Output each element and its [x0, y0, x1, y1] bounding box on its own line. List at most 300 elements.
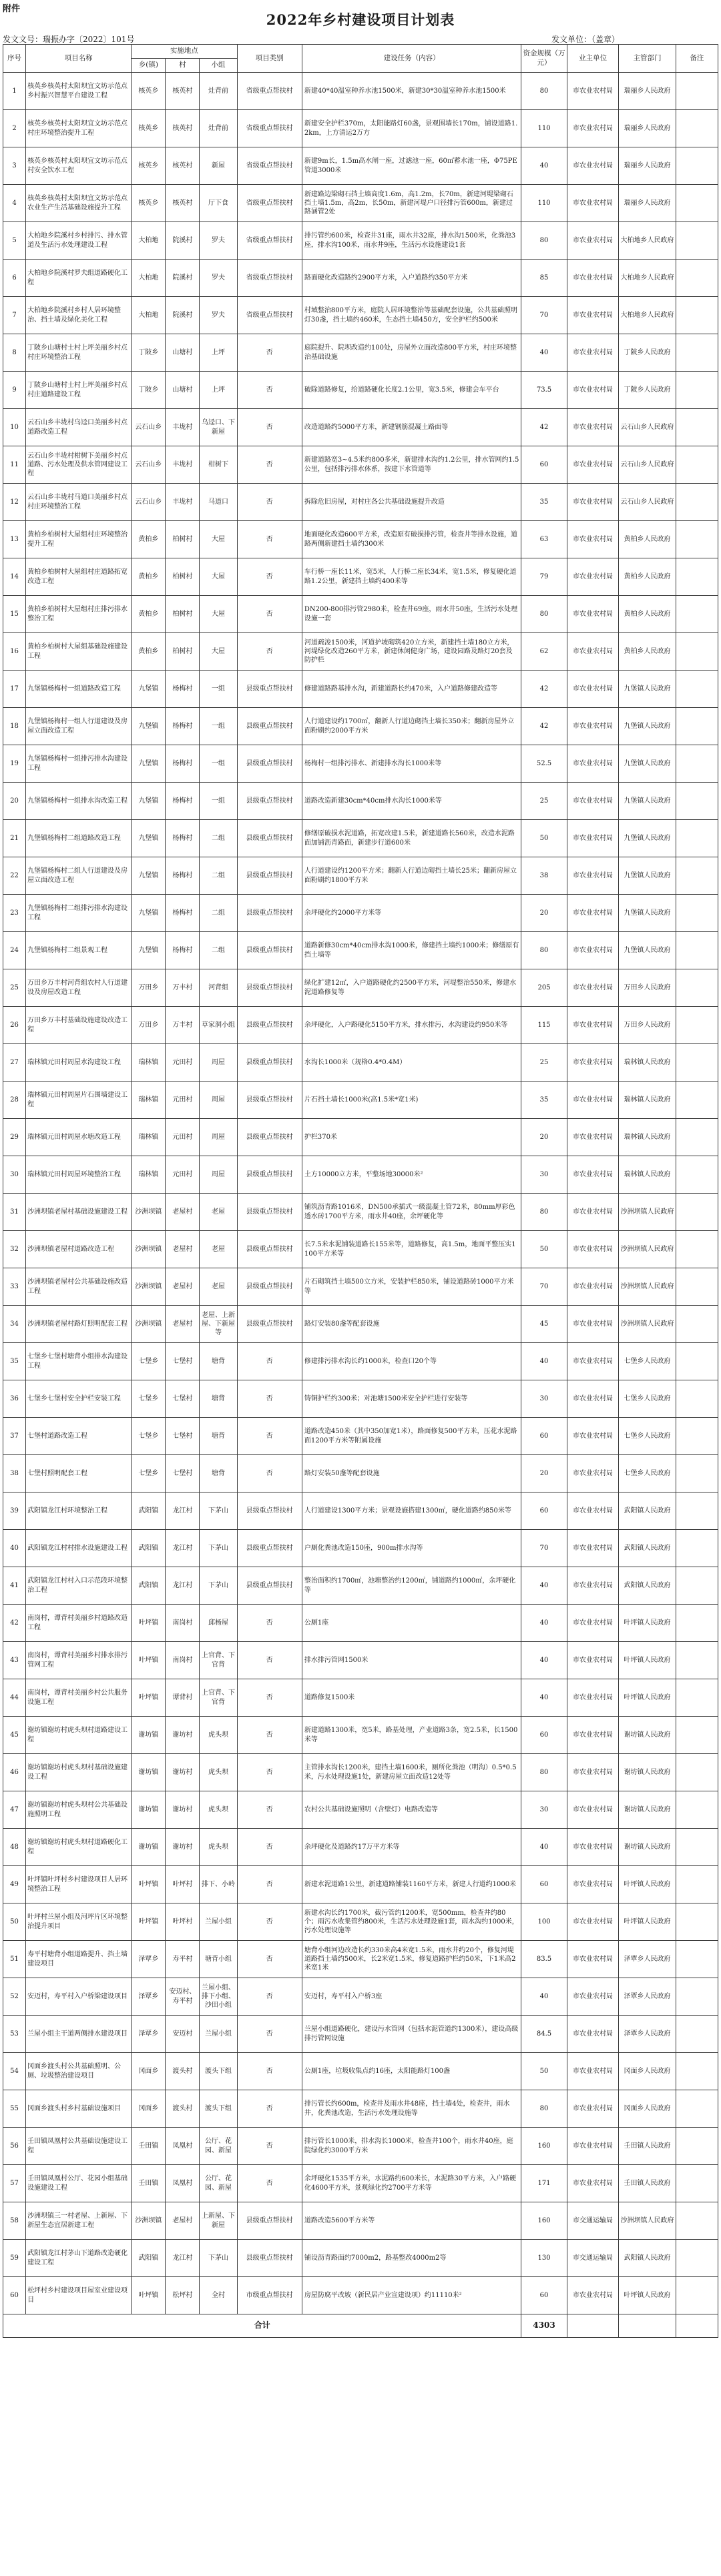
cell-village: 谢坊村 — [166, 1717, 200, 1754]
cell-project-type: 否 — [237, 1605, 302, 1642]
cell-no: 27 — [3, 1044, 26, 1082]
cell-no: 46 — [3, 1754, 26, 1791]
cell-project-name: 丁陂乡山塘村士村上坪美丽乡村点村庄环境整治工程 — [26, 334, 132, 372]
cell-project-type: 县级重点帮扶村 — [237, 932, 302, 969]
cell-department: 武阳镇人民政府 — [619, 1530, 676, 1567]
cell-owner: 市农业农村局 — [567, 2053, 619, 2090]
cell-project-name: 丁陂乡山塘村士村上坪美丽乡村点村庄道路建设工程 — [26, 372, 132, 409]
cell-project-type: 省级重点帮扶村 — [237, 297, 302, 334]
cell-remark — [676, 596, 718, 633]
cell-project-name: 武阳镇龙江村村入口示范段环境整治工程 — [26, 1567, 132, 1605]
cell-remark — [676, 2053, 718, 2090]
cell-construction-task: 新建安全护栏370m，太阳能路灯60盏，景观围墙长170m，铺设道路1.2km，上方清运2万方 — [302, 110, 521, 147]
cell-department: 九堡镇人民政府 — [619, 745, 676, 783]
cell-village: 元田村 — [166, 1119, 200, 1156]
cell-township: 谢坊镇 — [132, 1717, 166, 1754]
cell-village: 老屋村 — [166, 1194, 200, 1231]
cell-construction-task: 水沟长1000米（规格0.4*0.4M） — [302, 1044, 521, 1082]
cell-owner: 市农业农村局 — [567, 297, 619, 334]
cell-construction-task: 土方10000立方米，平整场地30000米² — [302, 1156, 521, 1194]
cell-department: 武阳镇人民政府 — [619, 2240, 676, 2277]
cell-construction-task: 新建水沟长约1700米，截污管约1200米，宽500mm，检查井约80个；雨污水收集管约800米，生活污水处理设施1套，雨水沟约1000米，污水处理设施等 — [302, 1903, 521, 1941]
cell-group: 虎头坝 — [200, 1791, 237, 1829]
cell-group: 虎头坝 — [200, 1829, 237, 1866]
cell-project-name: 七堡村照明配套工程 — [26, 1455, 132, 1492]
cell-construction-task: 道路新修30cm*40cm排水沟1000米，修建挡土墙约1000米；修缮原有挡土墙等 — [302, 932, 521, 969]
cell-project-name: 叶坪镇叶坪村乡村建设项目人居环境整治工程 — [26, 1866, 132, 1903]
cell-no: 18 — [3, 708, 26, 745]
cell-construction-task: 道路改造5600平方米等 — [302, 2202, 521, 2240]
cell-township: 黄柏乡 — [132, 596, 166, 633]
cell-no: 48 — [3, 1829, 26, 1866]
cell-construction-task: 绿化扩建12㎡，入户道路硬化约2500平方米，河堤整治550米，修建水泥道路修复等 — [302, 969, 521, 1007]
table-row — [3, 1455, 718, 1492]
table-row — [3, 558, 718, 596]
cell-no: 15 — [3, 596, 26, 633]
cell-township: 万田乡 — [132, 969, 166, 1007]
project-plan-table — [3, 44, 718, 2338]
cell-construction-task: 余坪硬化，入户路硬化5150平方米，排水排污，水沟建设约950米等 — [302, 1007, 521, 1044]
cell-fund: 115 — [521, 1007, 567, 1044]
cell-construction-task: 农村公共基础设施照明（含壁灯）电路改造等 — [302, 1791, 521, 1829]
cell-owner: 市农业农村局 — [567, 1903, 619, 1941]
cell-project-type: 县级重点帮扶村 — [237, 1306, 302, 1343]
cell-no: 34 — [3, 1306, 26, 1343]
table-row — [3, 1978, 718, 2016]
cell-village: 柏树村 — [166, 521, 200, 558]
cell-township: 大柏地 — [132, 297, 166, 334]
cell-remark — [676, 1567, 718, 1605]
table-row — [3, 1156, 718, 1194]
cell-project-name: 南岗村，谭背村美丽乡村公共服务设施工程 — [26, 1679, 132, 1717]
cell-project-name: 核英乡核英村太阳坝宜文坊示范点村安全饮水工程 — [26, 147, 132, 185]
cell-project-type: 否 — [237, 2053, 302, 2090]
cell-department: 谢坊镇人民政府 — [619, 1754, 676, 1791]
cell-department: 泽覃乡人民政府 — [619, 1941, 676, 1978]
cell-remark — [676, 2016, 718, 2053]
cell-remark — [676, 1119, 718, 1156]
cell-owner: 市农业农村局 — [567, 73, 619, 110]
cell-township: 核英乡 — [132, 185, 166, 222]
cell-group: 一组 — [200, 745, 237, 783]
cell-owner: 市农业农村局 — [567, 484, 619, 521]
cell-no: 6 — [3, 260, 26, 297]
cell-village: 七堡村 — [166, 1343, 200, 1380]
cell-remark — [676, 372, 718, 409]
cell-project-type: 否 — [237, 1829, 302, 1866]
cell-group: 罗夫 — [200, 297, 237, 334]
cell-village: 老屋村 — [166, 1306, 200, 1343]
cell-department: 黄柏乡人民政府 — [619, 521, 676, 558]
cell-remark — [676, 1343, 718, 1380]
cell-group: 上坪 — [200, 334, 237, 372]
cell-no: 52 — [3, 1978, 26, 2016]
cell-project-name: 冈面乡渡头村乡村基础设施项目 — [26, 2090, 132, 2128]
cell-no: 1 — [3, 73, 26, 110]
cell-department: 泽覃乡人民政府 — [619, 2016, 676, 2053]
table-row — [3, 446, 718, 484]
cell-remark — [676, 2090, 718, 2128]
cell-remark — [676, 2240, 718, 2277]
cell-group: 灶背前 — [200, 110, 237, 147]
cell-remark — [676, 1978, 718, 2016]
cell-project-type: 否 — [237, 1903, 302, 1941]
cell-owner: 市农业农村局 — [567, 1380, 619, 1418]
cell-no: 21 — [3, 820, 26, 857]
cell-department: 沙洲坝镇人民政府 — [619, 1306, 676, 1343]
cell-owner: 市农业农村局 — [567, 1194, 619, 1231]
cell-fund: 52.5 — [521, 745, 567, 783]
table-row — [3, 969, 718, 1007]
cell-fund: 171 — [521, 2165, 567, 2202]
cell-township: 瑞林镇 — [132, 1044, 166, 1082]
cell-department: 武阳镇人民政府 — [619, 1567, 676, 1605]
cell-village: 老屋村 — [166, 1268, 200, 1306]
cell-township: 七堡乡 — [132, 1380, 166, 1418]
cell-village: 安迈村 — [166, 2016, 200, 2053]
cell-township: 大柏地 — [132, 222, 166, 260]
cell-department: 七堡乡人民政府 — [619, 1380, 676, 1418]
cell-department: 黄柏乡人民政府 — [619, 558, 676, 596]
cell-owner: 市农业农村局 — [567, 1829, 619, 1866]
cell-no: 43 — [3, 1642, 26, 1679]
table-row — [3, 1268, 718, 1306]
cell-project-name: 谢坊镇谢坊村虎头坝村道路硬化工程 — [26, 1829, 132, 1866]
cell-group: 塘背 — [200, 1418, 237, 1455]
table-row — [3, 1903, 718, 1941]
cell-owner: 市农业农村局 — [567, 1791, 619, 1829]
cell-department: 沙洲坝镇人民政府 — [619, 1268, 676, 1306]
cell-fund: 85 — [521, 260, 567, 297]
cell-construction-task: 拆除危旧房屋，对村庄各公共基础设施提升改造 — [302, 484, 521, 521]
cell-fund: 80 — [521, 1194, 567, 1231]
table-row — [3, 372, 718, 409]
cell-group: 渡头下组 — [200, 2053, 237, 2090]
table-row — [3, 1380, 718, 1418]
cell-construction-task: 主管排水沟长1200米，建挡土墙1600米，厕所化粪池（明沟）0.5*0.5米，污水处理设施1处，新建房屋立面改造12处等 — [302, 1754, 521, 1791]
cell-construction-task: 地面硬化改造600平方米，改造原有破损排污管，检查井等排水设施，道路两侧新建挡土墙约300米 — [302, 521, 521, 558]
cell-project-type: 省级重点帮扶村 — [237, 185, 302, 222]
cell-remark — [676, 1754, 718, 1791]
cell-project-name: 安迈村，寿平村入户桥梁建设项目 — [26, 1978, 132, 2016]
total-label: 合计 — [3, 2314, 521, 2338]
cell-group: 渡头下组 — [200, 2090, 237, 2128]
cell-project-type: 县级重点帮扶村 — [237, 1082, 302, 1119]
table-row — [3, 2128, 718, 2165]
cell-project-name: 壬田镇凤凰村公厅、花园小组基础设施建设工程 — [26, 2165, 132, 2202]
cell-project-name: 谢坊镇谢坊村虎头坝村基础设施建设工程 — [26, 1754, 132, 1791]
cell-project-name: 七堡村道路改造工程 — [26, 1418, 132, 1455]
cell-no: 26 — [3, 1007, 26, 1044]
cell-project-type: 否 — [237, 334, 302, 372]
cell-fund: 20 — [521, 1119, 567, 1156]
cell-fund: 35 — [521, 1082, 567, 1119]
cell-department: 叶坪镇人民政府 — [619, 2277, 676, 2314]
cell-no: 56 — [3, 2128, 26, 2165]
cell-project-type: 县级重点帮扶村 — [237, 745, 302, 783]
cell-owner: 市农业农村局 — [567, 2165, 619, 2202]
cell-construction-task: 修建道路路基排水沟，新建道路长约470米，入户道路修建改造等 — [302, 671, 521, 708]
cell-fund: 100 — [521, 1903, 567, 1941]
cell-owner: 市农业农村局 — [567, 633, 619, 671]
cell-construction-task: 杨梅村一组排污排水、新建排水沟长1000米等 — [302, 745, 521, 783]
cell-project-type: 否 — [237, 1978, 302, 2016]
cell-construction-task: 破除道路修复，给道路硬化长度2.1公里，宽3.5米，修建会车平台 — [302, 372, 521, 409]
table-row — [3, 2016, 718, 2053]
cell-group: 老屋 — [200, 1268, 237, 1306]
cell-remark — [676, 633, 718, 671]
cell-group: 公厅、花园、新屋 — [200, 2128, 237, 2165]
cell-project-type: 县级重点帮扶村 — [237, 895, 302, 932]
cell-construction-task: 片石挡土墙长1000米(高1.5米*宽1米) — [302, 1082, 521, 1119]
table-row — [3, 1119, 718, 1156]
cell-fund: 60 — [521, 2277, 567, 2314]
table-row — [3, 1679, 718, 1717]
cell-village: 柏树村 — [166, 633, 200, 671]
cell-owner: 市农业农村局 — [567, 2016, 619, 2053]
cell-fund: 60 — [521, 446, 567, 484]
cell-construction-task: 修建排污排水沟长约1000米，检查口20个等 — [302, 1343, 521, 1380]
cell-construction-task: 道路改造450米（其中350加宽1米），路面修复500平方米，压花水泥路面1200平方米等附属设施 — [302, 1418, 521, 1455]
cell-township: 武阳镇 — [132, 1567, 166, 1605]
table-row — [3, 1007, 718, 1044]
cell-township: 泽覃乡 — [132, 1978, 166, 2016]
cell-construction-task: 车行桥一座长11米，宽5米，人行桥二座长34米，宽1.5米，修复硬化道路1.2公里，新建挡土墙约400米等 — [302, 558, 521, 596]
cell-village: 杨梅村 — [166, 671, 200, 708]
cell-remark — [676, 1418, 718, 1455]
cell-fund: 205 — [521, 969, 567, 1007]
cell-owner: 市农业农村局 — [567, 969, 619, 1007]
cell-township: 七堡乡 — [132, 1343, 166, 1380]
cell-no: 39 — [3, 1492, 26, 1530]
cell-township: 丁陂乡 — [132, 334, 166, 372]
cell-department: 九堡镇人民政府 — [619, 820, 676, 857]
cell-remark — [676, 708, 718, 745]
cell-township: 云石山乡 — [132, 446, 166, 484]
cell-village: 安迈村、寿平村 — [166, 1978, 200, 2016]
cell-village: 核英村 — [166, 73, 200, 110]
cell-fund: 63 — [521, 521, 567, 558]
cell-project-type: 县级重点帮扶村 — [237, 1007, 302, 1044]
cell-group: 兰屋小组、排下小组、沙田小组 — [200, 1978, 237, 2016]
cell-department: 大柏地乡人民政府 — [619, 297, 676, 334]
cell-fund: 80 — [521, 932, 567, 969]
cell-construction-task: 人行道建设1300平方米；景观设施搭建1300㎡，硬化道路约850米等 — [302, 1492, 521, 1530]
cell-group: 上坪 — [200, 372, 237, 409]
cell-project-name: 九堡镇杨梅村二组人行道建设及房屋立面改造工程 — [26, 857, 132, 895]
cell-owner: 市农业农村局 — [567, 147, 619, 185]
cell-no: 36 — [3, 1380, 26, 1418]
cell-no: 12 — [3, 484, 26, 521]
cell-township: 九堡镇 — [132, 783, 166, 820]
cell-no: 16 — [3, 633, 26, 671]
cell-owner: 市农业农村局 — [567, 1455, 619, 1492]
cell-construction-task: 路灯安装80盏等配套设施 — [302, 1306, 521, 1343]
cell-department: 谢坊镇人民政府 — [619, 1829, 676, 1866]
cell-project-name: 沙洲坝镇老屋村道路改造工程 — [26, 1231, 132, 1268]
cell-owner: 市农业农村局 — [567, 932, 619, 969]
table-row — [3, 1343, 718, 1380]
attachment-label: 附件 — [3, 4, 21, 14]
cell-construction-task: 护栏370米 — [302, 1119, 521, 1156]
cell-township: 瑞林镇 — [132, 1082, 166, 1119]
cell-project-type: 否 — [237, 409, 302, 446]
cell-owner: 市农业农村局 — [567, 1007, 619, 1044]
cell-project-name: 武阳镇龙江村茅山下道路改造硬化建设工程 — [26, 2240, 132, 2277]
cell-department: 叶坪镇人民政府 — [619, 1642, 676, 1679]
cell-group: 罗夫 — [200, 260, 237, 297]
cell-project-name: 冈面乡渡头村公共基础照明、公厕、垃圾整治建设项目 — [26, 2053, 132, 2090]
cell-township: 沙洲坝镇 — [132, 2202, 166, 2240]
cell-remark — [676, 1082, 718, 1119]
cell-department: 瑞丽乡人民政府 — [619, 110, 676, 147]
col-header-type: 项目类别 — [237, 45, 302, 73]
cell-remark — [676, 783, 718, 820]
cell-village: 谭背村 — [166, 1679, 200, 1717]
cell-remark — [676, 745, 718, 783]
cell-no: 60 — [3, 2277, 26, 2314]
cell-project-name: 沙洲坝镇老屋村路灯照明配套工程 — [26, 1306, 132, 1343]
cell-project-type: 县级重点帮扶村 — [237, 969, 302, 1007]
cell-village: 叶坪村 — [166, 1866, 200, 1903]
cell-department: 黄柏乡人民政府 — [619, 596, 676, 633]
table-row — [3, 1829, 718, 1866]
cell-group: 下茅山 — [200, 1492, 237, 1530]
document-number: 发文文号：瑞振办字〔2022〕101号 — [3, 35, 135, 44]
cell-no: 33 — [3, 1268, 26, 1306]
cell-project-name: 核英乡核英村太阳坝宜文坊示范点农业生产生活基础设施提升工程 — [26, 185, 132, 222]
cell-remark — [676, 558, 718, 596]
cell-township: 黄柏乡 — [132, 558, 166, 596]
cell-fund: 60 — [521, 1492, 567, 1530]
cell-project-type: 县级重点帮扶村 — [237, 1530, 302, 1567]
table-row — [3, 260, 718, 297]
table-row — [3, 521, 718, 558]
cell-no: 41 — [3, 1567, 26, 1605]
cell-remark — [676, 1306, 718, 1343]
cell-group: 二组 — [200, 857, 237, 895]
table-row — [3, 484, 718, 521]
cell-group: 塘背 — [200, 1455, 237, 1492]
cell-village: 杨梅村 — [166, 820, 200, 857]
table-row — [3, 1642, 718, 1679]
cell-fund: 40 — [521, 1343, 567, 1380]
cell-village: 丰垅村 — [166, 409, 200, 446]
cell-no: 14 — [3, 558, 26, 596]
cell-group: 一组 — [200, 671, 237, 708]
table-row — [3, 1605, 718, 1642]
cell-department: 瑞林镇人民政府 — [619, 1156, 676, 1194]
cell-project-type: 否 — [237, 558, 302, 596]
cell-project-name: 黄柏乡柏树村大屋组村庄排污排水整治工程 — [26, 596, 132, 633]
cell-project-type: 县级重点帮扶村 — [237, 1231, 302, 1268]
cell-project-type: 否 — [237, 1642, 302, 1679]
cell-project-name: 大柏地乡院溪村罗夫组道路硬化工程 — [26, 260, 132, 297]
cell-fund: 45 — [521, 1306, 567, 1343]
cell-department: 九堡镇人民政府 — [619, 783, 676, 820]
cell-remark — [676, 260, 718, 297]
cell-fund: 40 — [521, 1679, 567, 1717]
cell-department: 云石山乡人民政府 — [619, 409, 676, 446]
table-row — [3, 334, 718, 372]
cell-remark — [676, 2165, 718, 2202]
cell-fund: 79 — [521, 558, 567, 596]
cell-fund: 83.5 — [521, 1941, 567, 1978]
cell-department: 九堡镇人民政府 — [619, 708, 676, 745]
cell-owner: 市农业农村局 — [567, 1754, 619, 1791]
cell-group: 一组 — [200, 783, 237, 820]
cell-group: 下茅山 — [200, 2240, 237, 2277]
cell-remark — [676, 1829, 718, 1866]
cell-remark — [676, 820, 718, 857]
col-header-remark: 备注 — [676, 45, 718, 73]
cell-no: 22 — [3, 857, 26, 895]
cell-construction-task: 铺筑沥青路1016米，DN500承插式一级混凝土管72米，80mm厚彩色透水砖1700平方米，雨水井40座，余坪硬化等 — [302, 1194, 521, 1231]
cell-group: 大屋 — [200, 633, 237, 671]
cell-project-type: 县级重点帮扶村 — [237, 1156, 302, 1194]
table-row — [3, 409, 718, 446]
table-row — [3, 110, 718, 147]
table-row — [3, 708, 718, 745]
cell-group: 一组 — [200, 708, 237, 745]
cell-remark — [676, 2202, 718, 2240]
cell-fund: 62 — [521, 633, 567, 671]
cell-construction-task: 河道疏浚1500米，河道护坡砌筑420立方米，新建挡土墙180立方米，河堤绿化改造260平方米，新建休闲健身广场，建设园路及路灯20套及防护栏 — [302, 633, 521, 671]
cell-department: 大柏地乡人民政府 — [619, 222, 676, 260]
cell-township: 云石山乡 — [132, 484, 166, 521]
cell-remark — [676, 932, 718, 969]
cell-owner: 市农业农村局 — [567, 1978, 619, 2016]
cell-project-type: 省级重点帮扶村 — [237, 260, 302, 297]
table-row — [3, 820, 718, 857]
cell-construction-task: 余坪硬化及道路约17万平方米等 — [302, 1829, 521, 1866]
cell-department: 瑞丽乡人民政府 — [619, 73, 676, 110]
cell-department: 丁陂乡人民政府 — [619, 372, 676, 409]
cell-project-name: 九堡镇杨梅村一组排水沟改造工程 — [26, 783, 132, 820]
cell-township: 冈面乡 — [132, 2053, 166, 2090]
cell-remark — [676, 222, 718, 260]
cell-group: 虎头坝 — [200, 1717, 237, 1754]
cell-group: 上官背、下官背 — [200, 1679, 237, 1717]
cell-owner: 市农业农村局 — [567, 596, 619, 633]
cell-project-type: 否 — [237, 2016, 302, 2053]
cell-no: 32 — [3, 1231, 26, 1268]
cell-remark — [676, 185, 718, 222]
cell-township: 叶坪镇 — [132, 1679, 166, 1717]
cell-construction-task: 余坪硬化约2000平方米等 — [302, 895, 521, 932]
cell-owner: 市农业农村局 — [567, 745, 619, 783]
cell-department: 丁陂乡人民政府 — [619, 334, 676, 372]
col-header-task: 建设任务（内容） — [302, 45, 521, 73]
table-row — [3, 857, 718, 895]
col-header-dept: 主管部门 — [619, 45, 676, 73]
cell-project-type: 省级重点帮扶村 — [237, 147, 302, 185]
cell-project-name: 万田乡万丰村基础设施建设改造工程 — [26, 1007, 132, 1044]
cell-no: 45 — [3, 1717, 26, 1754]
cell-project-type: 市级重点帮扶村 — [237, 2277, 302, 2314]
cell-township: 泽覃乡 — [132, 1941, 166, 1978]
cell-construction-task: 修缮原破损水泥道路，拓宽改建1.5米，新建道路长560米，改造水泥路面加铺沥青路面，新建步行道600米 — [302, 820, 521, 857]
cell-remark — [676, 1492, 718, 1530]
cell-village: 杨梅村 — [166, 932, 200, 969]
cell-fund: 40 — [521, 1567, 567, 1605]
cell-construction-task: DN200-800排污管2980米，检查井69座，雨水井50座，生活污水处理设施一套 — [302, 596, 521, 633]
cell-department: 瑞丽乡人民政府 — [619, 185, 676, 222]
cell-construction-task: 安迈村，寿平村入户桥3座 — [302, 1978, 521, 2016]
cell-group: 塘背 — [200, 1343, 237, 1380]
table-row — [3, 2240, 718, 2277]
cell-owner: 市农业农村局 — [567, 1418, 619, 1455]
